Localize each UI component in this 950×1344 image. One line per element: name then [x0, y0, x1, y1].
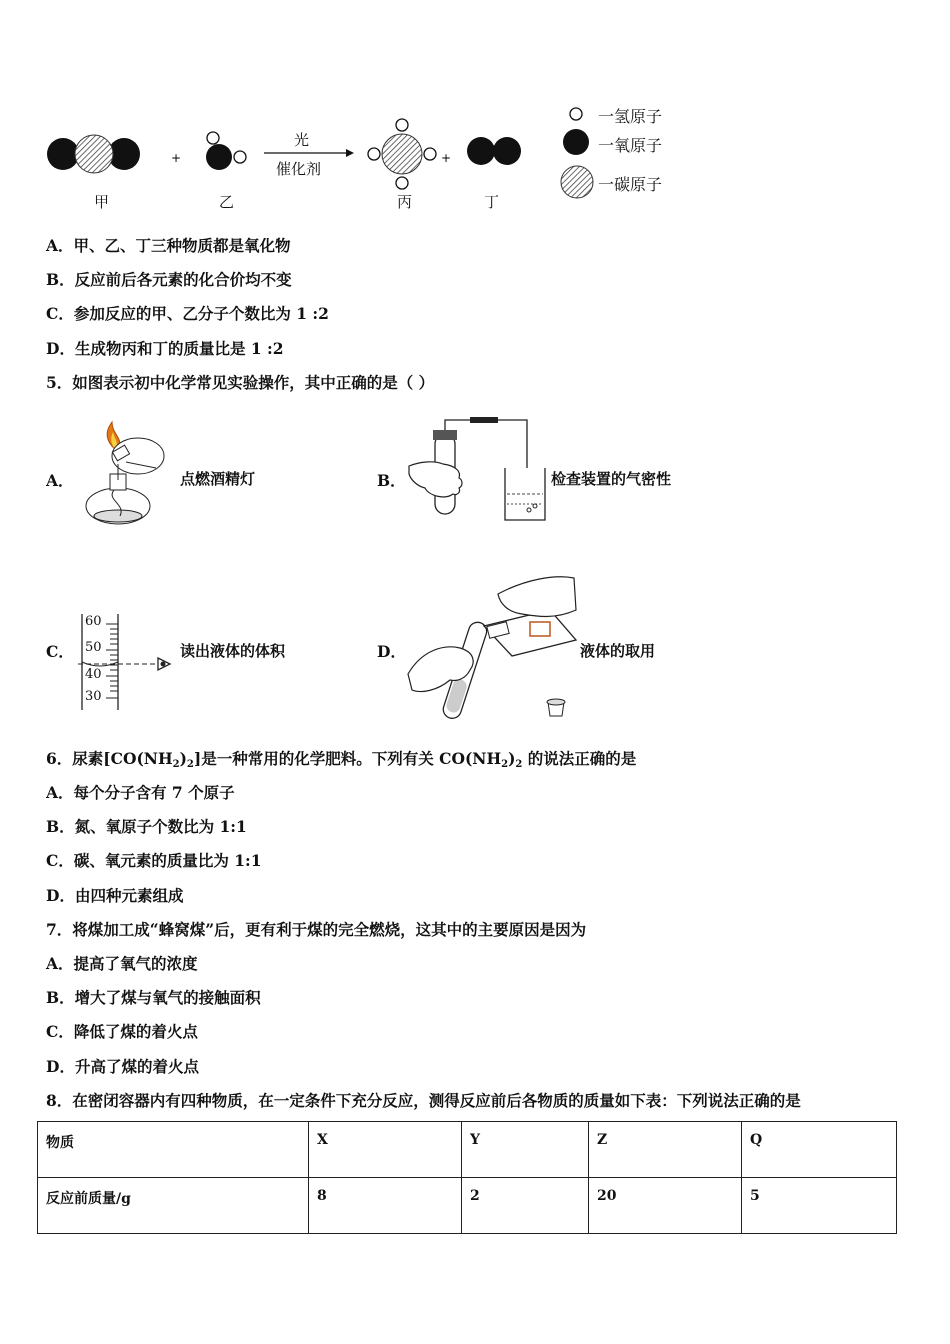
q5-letter-c: C．	[46, 642, 74, 661]
q5-stem: 5．如图表示初中化学常见实验操作，其中正确的是（ ）	[46, 373, 435, 392]
q8-stem: 8．在密闭容器内有四种物质，在一定条件下充分反应，测得反应前后各物质的质量如下表：下列说法正确的是	[46, 1091, 801, 1110]
q5-caption-d: 液体的取用	[580, 642, 656, 660]
cylinder-tick-30: 30	[85, 689, 102, 704]
table-row	[38, 1178, 897, 1234]
arrow-top-label: 光	[294, 131, 310, 149]
table-cell: 2	[462, 1178, 589, 1234]
airtightness-figure	[405, 416, 555, 524]
molecule-yi	[206, 132, 246, 170]
table-cell: 5	[742, 1178, 897, 1234]
table-cell: 20	[589, 1178, 742, 1234]
cylinder-tick-50: 50	[85, 640, 102, 655]
q6-option-b: B．氮、氧原子个数比为 1:1	[46, 817, 247, 836]
molecule-bing	[368, 119, 436, 189]
q7-stem: 7．将煤加工成“蜂窝煤”后，更有利于煤的完全燃烧，这其中的主要原因是因为	[46, 920, 587, 939]
q4-option-c: C．参加反应的甲、乙分子个数比为 1 :2	[46, 304, 329, 323]
table-cell: 8	[309, 1178, 462, 1234]
q5-letter-d: D．	[377, 642, 406, 661]
header-cell: Y	[462, 1122, 589, 1178]
q4-option-a: A．甲、乙、丁三种物质都是氧化物	[46, 236, 291, 255]
liquid-pouring-figure	[404, 570, 584, 722]
q6-option-c: C．碳、氧元素的质量比为 1:1	[46, 851, 262, 870]
table-header-row	[38, 1122, 897, 1178]
q6-stem: 6．尿素$[CO(NH_2)_2]$是一种常用的化学肥料。下列有关 $CO(NH_2)_2$ 的说法正确的是	[46, 749, 637, 770]
q5-caption-a: 点燃酒精灯	[180, 470, 256, 488]
q7-option-d: D．升高了煤的着火点	[46, 1057, 199, 1076]
header-cell: Z	[589, 1122, 742, 1178]
header-cell: 物质	[38, 1122, 309, 1178]
q5-caption-c: 读出液体的体积	[180, 642, 286, 660]
q7-option-a: A．提高了氧气的浓度	[46, 954, 198, 973]
q6-option-d: D．由四种元素组成	[46, 886, 184, 905]
molecule-ding	[467, 137, 521, 165]
header-cell: X	[309, 1122, 462, 1178]
legend-oxygen: 一氧原子	[598, 136, 663, 155]
label-jia: 甲	[94, 193, 110, 211]
cylinder-tick-60: 60	[85, 614, 102, 629]
label-bing: 丙	[397, 193, 413, 211]
mass-table	[37, 1121, 897, 1234]
q7-option-b: B．增大了煤与氧气的接触面积	[46, 988, 261, 1007]
label-ding: 丁	[484, 193, 500, 211]
q6-option-a: A．每个分子含有 7 个原子	[46, 783, 235, 802]
legend-symbols	[561, 108, 593, 198]
q7-option-c: C．降低了煤的着火点	[46, 1022, 198, 1041]
header-cell: Q	[742, 1122, 897, 1178]
reaction-arrow	[264, 149, 354, 157]
q5-caption-b: 检查装置的气密性	[551, 470, 672, 488]
table-cell: 反应前质量/g	[38, 1178, 309, 1234]
q4-option-d: D．生成物丙和丁的质量比是 1 :2	[46, 339, 284, 358]
legend-hydrogen: 一氢原子	[598, 107, 663, 126]
arrow-bottom-label: 催化剂	[276, 160, 322, 178]
q5-letter-a: A．	[46, 471, 74, 490]
cylinder-tick-40: 40	[85, 667, 102, 682]
plus-2: +	[441, 151, 452, 165]
molecule-jia	[47, 135, 140, 173]
label-yi: 乙	[219, 193, 235, 211]
legend-carbon: 一碳原子	[598, 175, 663, 194]
q4-option-b: B．反应前后各元素的化合价均不变	[46, 270, 292, 289]
plus-1: +	[171, 151, 182, 165]
q5-letter-b: B．	[377, 471, 406, 490]
alcohol-lamp-figure	[76, 420, 176, 528]
